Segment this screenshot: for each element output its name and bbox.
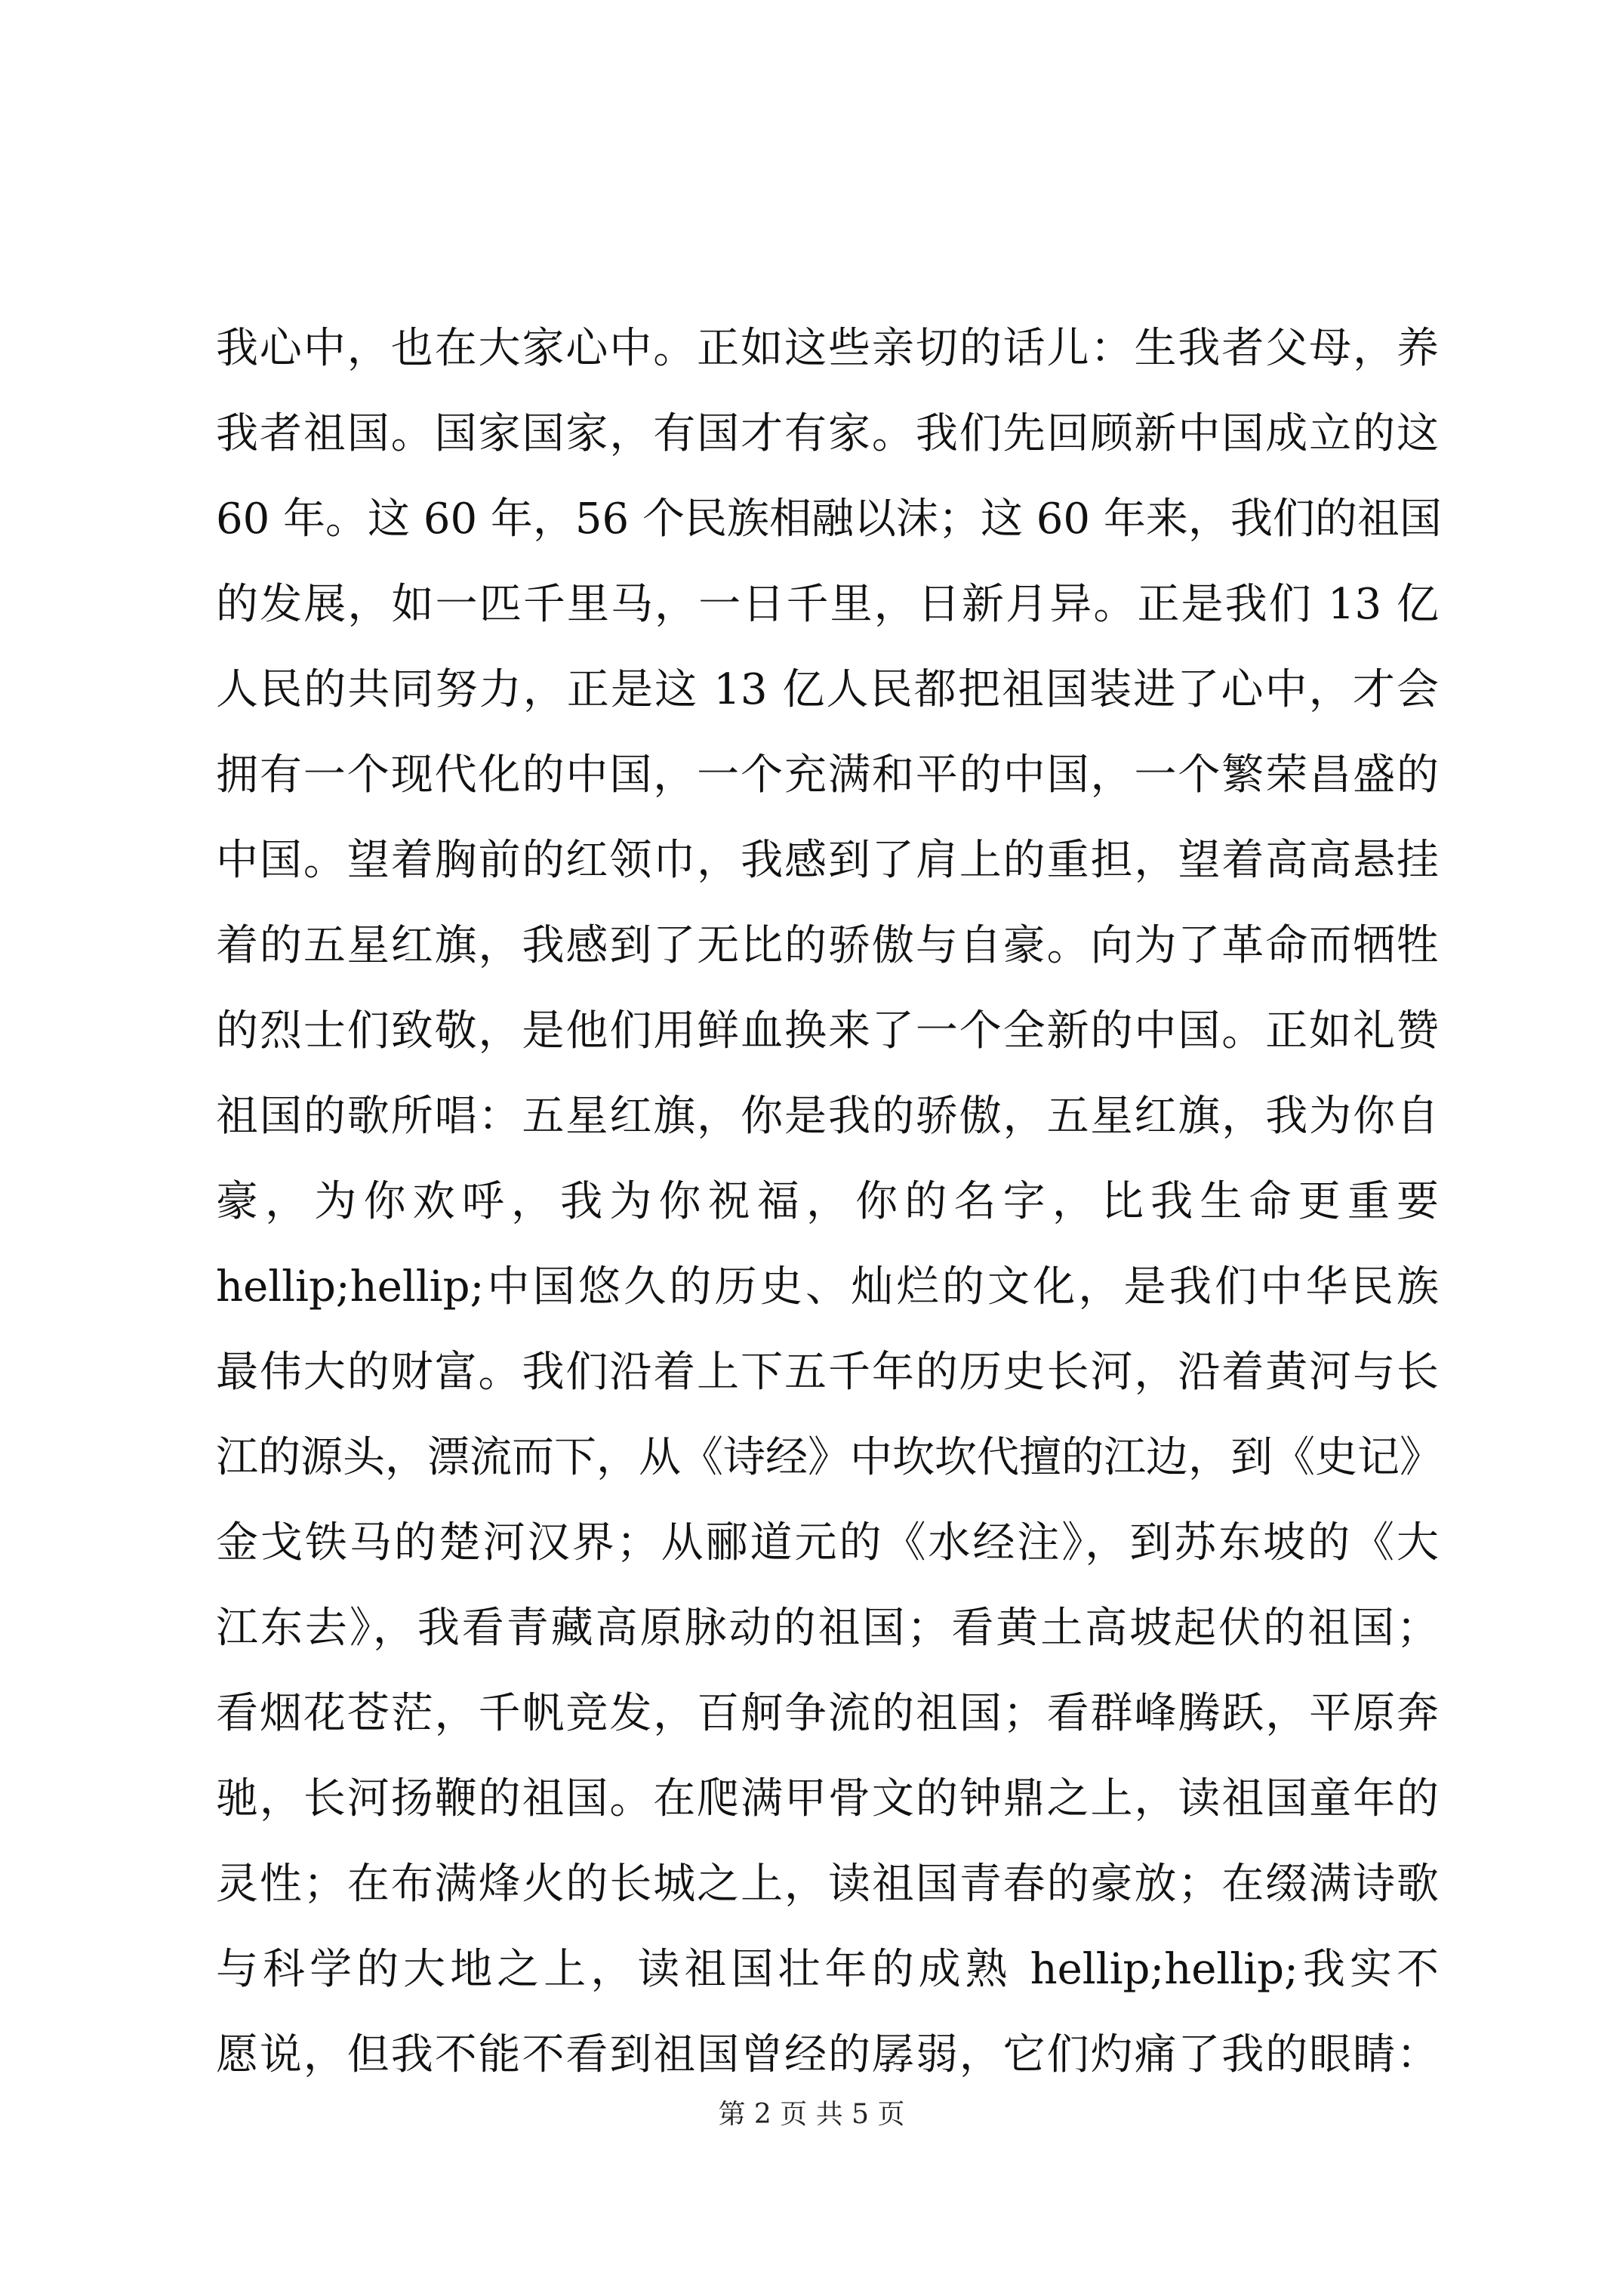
text-line: hellip;hellip;中国悠久的历史、灿烂的文化，是我们中华民族 — [216, 1262, 1439, 1311]
text-line: 的烈士们致敬，是他们用鲜血换来了一个全新的中国。正如礼赞 — [216, 1006, 1439, 1056]
body-text — [216, 306, 1442, 2097]
text-line: 江东去》，我看青藏高原脉动的祖国；看黄土高坡起伏的祖国； — [216, 1604, 1439, 1653]
text-line: 的发展，如一匹千里马，一日千里，日新月异。正是我们 13 亿 — [216, 580, 1439, 629]
text-line: 人民的共同努力，正是这 13 亿人民都把祖国装进了心中，才会 — [216, 665, 1439, 714]
text-line: 看烟花苍茫，千帆竞发，百舸争流的祖国；看群峰腾跃，平原奔 — [216, 1689, 1439, 1738]
page-number-footer: 第 2 页 共 5 页 — [718, 2099, 905, 2130]
text-line: 着的五星红旗，我感到了无比的骄傲与自豪。向为了革命而牺牲 — [216, 921, 1439, 970]
text-line: 我者祖国。国家国家，有国才有家。我们先回顾新中国成立的这 — [216, 409, 1439, 458]
text-line: 中国。望着胸前的红领巾，我感到了肩上的重担，望着高高悬挂 — [216, 836, 1439, 885]
text-line: 与科学的大地之上，读祖国壮年的成熟 hellip;hellip;我实不 — [216, 1945, 1439, 1994]
text-line: 60 年。这 60 年，56 个民族相融以沫；这 60 年来，我们的祖国 — [216, 495, 1442, 544]
text-line: 最伟大的财富。我们沿着上下五千年的历史长河，沿着黄河与长 — [216, 1348, 1439, 1397]
text-line: 灵性；在布满烽火的长城之上，读祖国青春的豪放；在缀满诗歌 — [216, 1860, 1439, 1909]
text-line: 江的源头，漂流而下，从《诗经》中坎坎代擅的江边，到《史记》 — [216, 1433, 1442, 1482]
text-line: 祖国的歌所唱：五星红旗，你是我的骄傲，五星红旗，我为你自 — [216, 1092, 1439, 1141]
text-line: 愿说，但我不能不看到祖国曾经的孱弱，它们灼痛了我的眼睛： — [216, 2030, 1439, 2079]
text-line: 金戈铁马的楚河汉界；从郦道元的《水经注》，到苏东坡的《大 — [216, 1518, 1439, 1567]
text-line: 驰，长河扬鞭的祖国。在爬满甲骨文的钟鼎之上，读祖国童年的 — [216, 1774, 1439, 1823]
text-line: 我心中，也在大家心中。正如这些亲切的话儿：生我者父母，养 — [216, 324, 1439, 373]
text-line: 拥有一个现代化的中国，一个充满和平的中国，一个繁荣昌盛的 — [216, 750, 1439, 800]
text-line: 豪，为你欢呼，我为你祝福，你的名字，比我生命更重要 — [216, 1177, 1439, 1226]
